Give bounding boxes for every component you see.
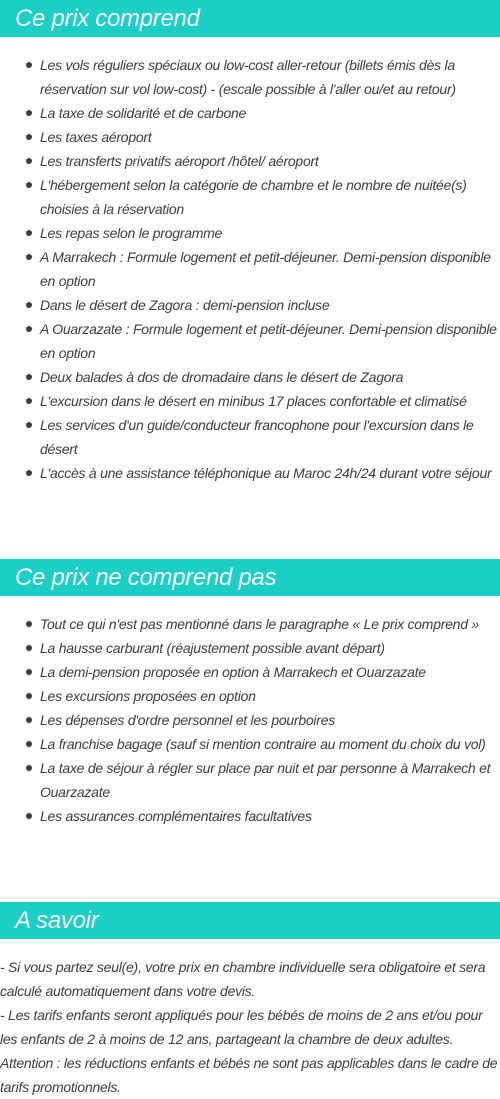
section-title-good-to-know: A savoir	[0, 902, 500, 939]
list-item: La franchise bagage (sauf si mention contraire au moment du choix du vol)	[0, 732, 500, 756]
good-to-know-notes	[0, 955, 500, 1099]
list-item: Les taxes aéroport	[0, 125, 500, 149]
list-item: La hausse carburant (réajustement possible avant départ)	[0, 636, 500, 660]
list-item: Les excursions proposées en option	[0, 684, 500, 708]
note-paragraph: Attention : les réductions enfants et bébés ne sont pas applicables dans le cadre de tarifs promotionnels.	[0, 1055, 498, 1095]
list-item: Les vols réguliers spéciaux ou low-cost aller-retour (billets émis dès la réservation sur vol low-cost) - (escale possible à l'aller ou/et au retour)	[0, 53, 500, 101]
note-paragraph: - Si vous partez seul(e), votre prix en chambre individuelle sera obligatoire et sera calculé automatiquement dans votre devis.	[0, 959, 486, 999]
list-item: A Ouarzazate : Formule logement et petit-déjeuner. Demi-pension disponible en option	[0, 317, 500, 365]
list-item: La demi-pension proposée en option à Marrakech et Ouarzazate	[0, 660, 500, 684]
list-item: L'excursion dans le désert en minibus 17 places confortable et climatisé	[0, 389, 500, 413]
list-item: Les transferts privatifs aéroport /hôtel/ aéroport	[0, 149, 500, 173]
list-item: La taxe de séjour à régler sur place par nuit et par personne à Marrakech et Ouarzazate	[0, 756, 500, 804]
included-list	[0, 53, 500, 485]
list-item: Deux balades à dos de dromadaire dans le désert de Zagora	[0, 365, 500, 389]
list-item: Tout ce qui n'est pas mentionné dans le paragraphe « Le prix comprend »	[0, 612, 500, 636]
list-item: Les assurances complémentaires facultatives	[0, 804, 500, 828]
note-paragraph: - Les tarifs enfants seront appliqués pour les bébés de moins de 2 ans et/ou pour les enfants de 2 à moins de 12 ans, partageant la chambre de deux adultes.	[0, 1007, 483, 1047]
list-item: A Marrakech : Formule logement et petit-déjeuner. Demi-pension disponible en option	[0, 245, 500, 293]
not-included-list	[0, 612, 500, 828]
section-title-included: Ce prix comprend	[0, 0, 500, 37]
list-item: Les repas selon le programme	[0, 221, 500, 245]
section-title-not-included: Ce prix ne comprend pas	[0, 559, 500, 596]
list-item: L'accès à une assistance téléphonique au Maroc 24h/24 durant votre séjour	[0, 461, 500, 485]
list-item: La taxe de solidarité et de carbone	[0, 101, 500, 125]
list-item: Dans le désert de Zagora : demi-pension incluse	[0, 293, 500, 317]
list-item: L'hébergement selon la catégorie de chambre et le nombre de nuitée(s) choisies à la réservation	[0, 173, 500, 221]
list-item: Les dépenses d'ordre personnel et les pourboires	[0, 708, 500, 732]
list-item: Les services d'un guide/conducteur francophone pour l'excursion dans le désert	[0, 413, 500, 461]
